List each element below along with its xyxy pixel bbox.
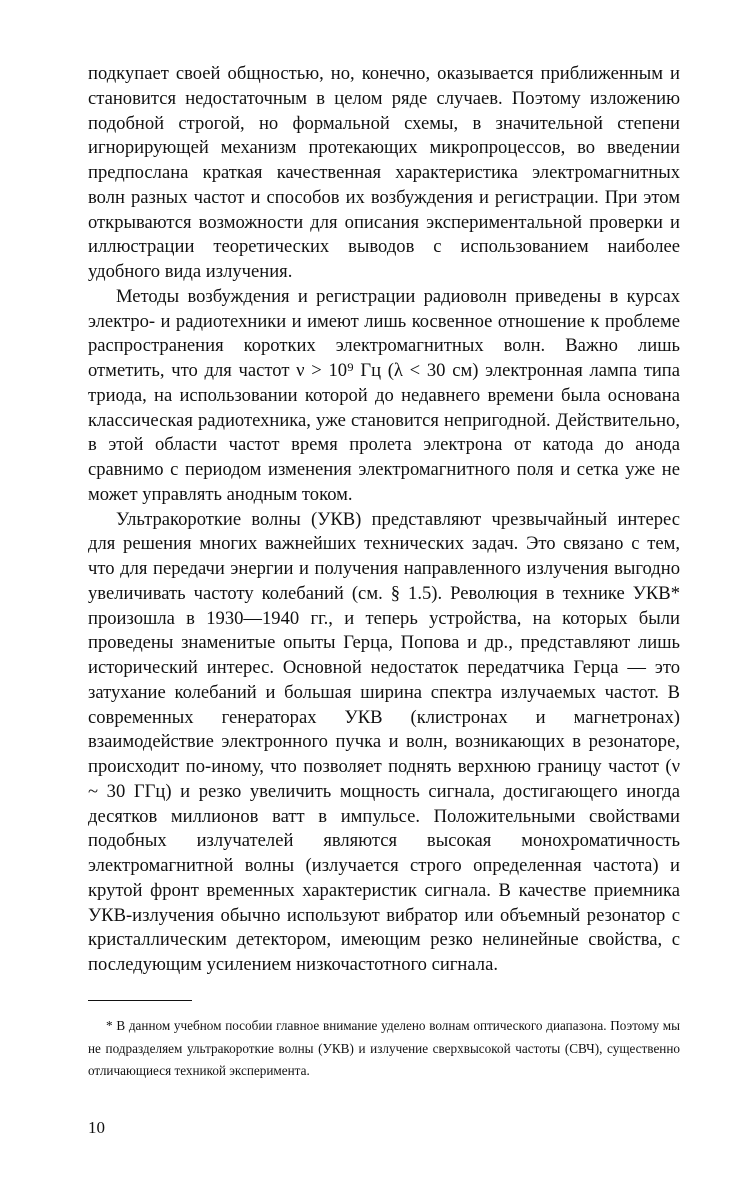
footnote-divider — [88, 1000, 192, 1001]
paragraph-3: Ультракороткие волны (УКВ) представляют чрезвычайный интерес для решения многих важнейших технических задач. Это связано с тем, что для передачи энергии и получения направленного излучения выгодно увеличивать частоту колебаний (см. § 1.5). Революция в технике УКВ* произошла в 1930—1940 гг., и теперь устройства, на которых были проведены знаменитые опыты Герца, Попова и др., представляют лишь исторический интерес. Основной недостаток передатчика Герца — это затухание колебаний и большая ширина спектра излучаемых частот. В современных генераторах УКВ (клистронах и магнетронах) взаимодействие электронного пучка и волн, возникающих в резонаторе, происходит по-иному, что позволяет поднять верхнюю границу частот (ν ~ 30 ГГц) и резко увеличить мощность сигнала, достигающего иногда десятков миллионов ватт в импульсе. Положительными свойствами подобных излучателей являются высокая монохроматичность электромагнитной волны (излучается строго определенная частота) и крутой фронт временных характеристик сигнала. В качестве приемника УКВ-излучения обычно используют вибратор или объемный резонатор с кристаллическим детектором, имеющим резко нелинейные свойства, с последующим усилением низкочастотного сигнала. — [88, 508, 680, 975]
page-number: 10 — [88, 1118, 105, 1137]
main-text — [88, 62, 680, 978]
paragraph-1: подкупает своей общностью, но, конечно, оказывается приближенным и становится недостаточным в целом ряде случаев. Поэтому изложению подобной строгой, но формальной схемы, в значительной степени игнорирующей механизм протекающих микропроцессов, во введении предпослана краткая качественная характеристика электромагнитных волн разных частот и способов их возбуждения и регистрации. При этом открываются возможности для описания экспериментальной проверки и иллюстрации теоретических выводов с использованием наиболее удобного вида излучения. — [88, 63, 680, 282]
footnote: * В данном учебном пособии главное внимание уделено волнам оптического диапазона. Поэтому мы не подразделяем ультракороткие волны (УКВ) и излучение сверхвысокой частоты (СВЧ), существенно отличающиеся техникой эксперимента. — [88, 1018, 680, 1079]
paragraph-2: Методы возбуждения и регистрации радиоволн приведены в курсах электро- и радиотехники и имеют лишь косвенное отношение к проблеме распространения коротких электромагнитных волн. Важно лишь отметить, что для частот ν > 10⁹ Гц (λ < 30 см) электронная лампа типа триода, на использовании которой до недавнего времени была основана классическая радиотехника, уже становится непригодной. Действительно, в этой области частот время пролета электрона от катода до анода сравнимо с периодом изменения электромагнитного поля и сетка уже не может управлять анодным током. — [88, 285, 680, 505]
